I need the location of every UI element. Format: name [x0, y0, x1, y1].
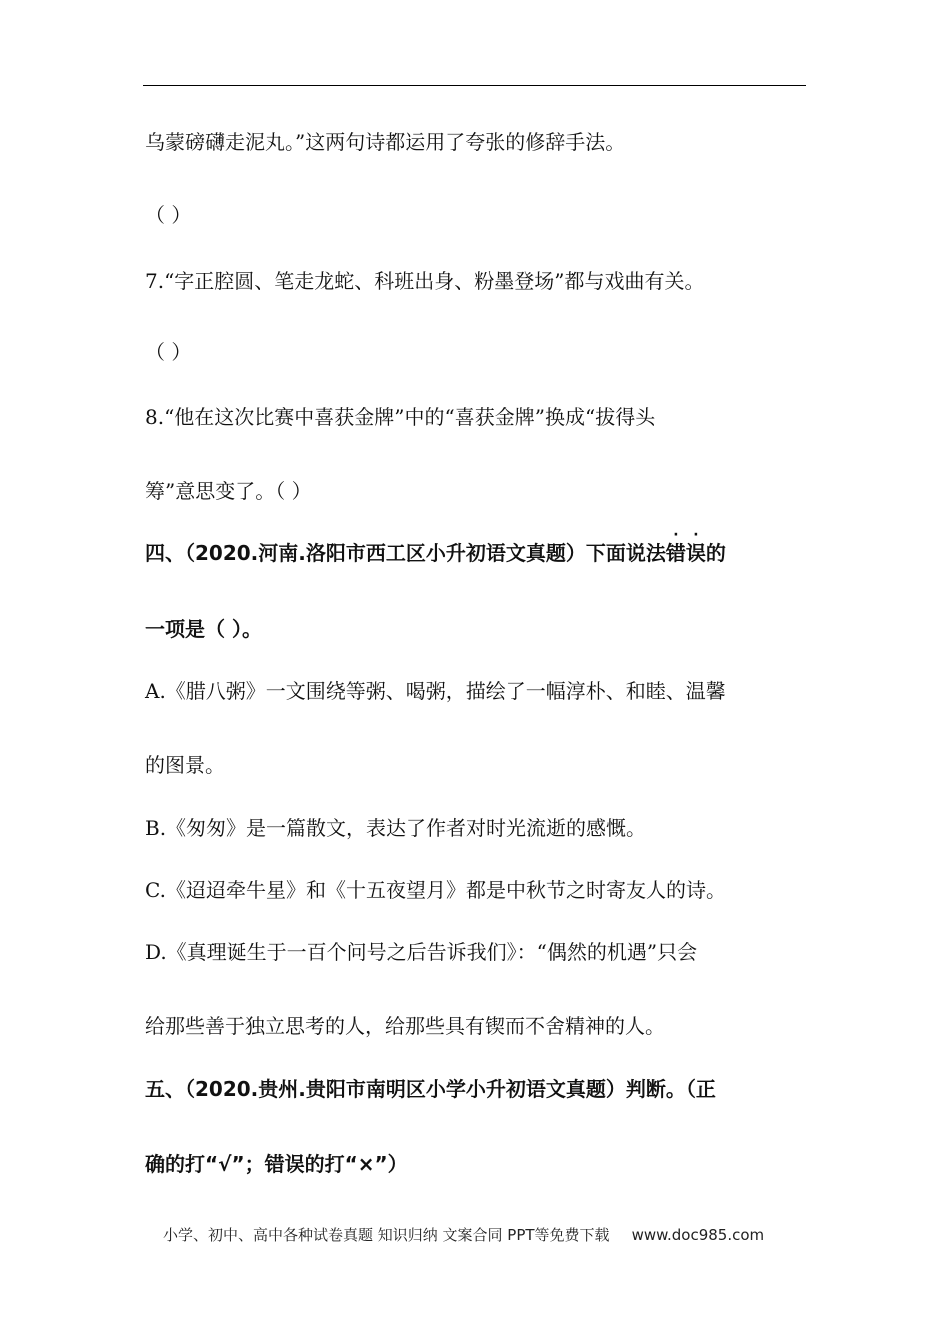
answer-blank-7: （ ） — [145, 340, 192, 364]
answer-blank-6: （ ） — [145, 203, 192, 227]
section-5-heading-line-1: 五、（2020.贵州.贵阳市南明区小学小升初语文真题）判断。（正 — [145, 1077, 716, 1101]
option-d-line-1: D.《真理诞生于一百个问号之后告诉我们》：“偶然的机遇”只会 — [145, 940, 698, 964]
option-a-line-2: 的图景。 — [145, 753, 225, 777]
question-8-line-1: 8.“他在这次比赛中喜获金牌”中的“喜获金牌”换成“拔得头 — [145, 405, 656, 429]
emphasis-char-cuo: · 错 — [665, 527, 686, 565]
section-4-heading-line-2: 一项是（ ）。 — [145, 617, 262, 641]
emphasis-char-wu: · 误 — [685, 527, 706, 565]
section-4-heading-prefix: 四、（2020.河南.洛阳市西工区小升初语文真题）下面说法 — [145, 541, 666, 565]
option-a-line-1: A.《腊八粥》一文围绕等粥、喝粥，描绘了一幅淳朴、和睦、温馨 — [145, 679, 726, 703]
page-footer — [163, 1224, 764, 1246]
question-8-line-2: 筹”意思变了。（ ） — [145, 479, 312, 503]
emphasis-dot: · — [693, 527, 699, 543]
option-d-line-2: 给那些善于独立思考的人，给那些具有锲而不舍精神的人。 — [145, 1014, 665, 1038]
header-rule — [143, 85, 806, 86]
option-b: B.《匆匆》是一篇散文，表达了作者对时光流逝的感慨。 — [145, 816, 647, 840]
emphasis-dot: · — [673, 527, 679, 543]
text-line-1: 乌蒙磅礴走泥丸。”这两句诗都运用了夸张的修辞手法。 — [145, 130, 626, 154]
section-4-heading-suffix: 的 — [705, 541, 726, 565]
section-4-heading-line-1 — [145, 527, 726, 567]
option-c: C.《迢迢牵牛星》和《十五夜望月》都是中秋节之时寄友人的诗。 — [145, 878, 726, 902]
footer-url[interactable]: www.doc985.com — [631, 1226, 765, 1244]
footer-text: 小学、初中、高中各种试卷真题 知识归纳 文案合同 PPT等免费下载 — [163, 1226, 610, 1244]
section-5-heading-line-2: 确的打“√”；错误的打“×”） — [145, 1152, 408, 1176]
question-7: 7.“字正腔圆、笔走龙蛇、科班出身、粉墨登场”都与戏曲有关。 — [145, 269, 705, 293]
